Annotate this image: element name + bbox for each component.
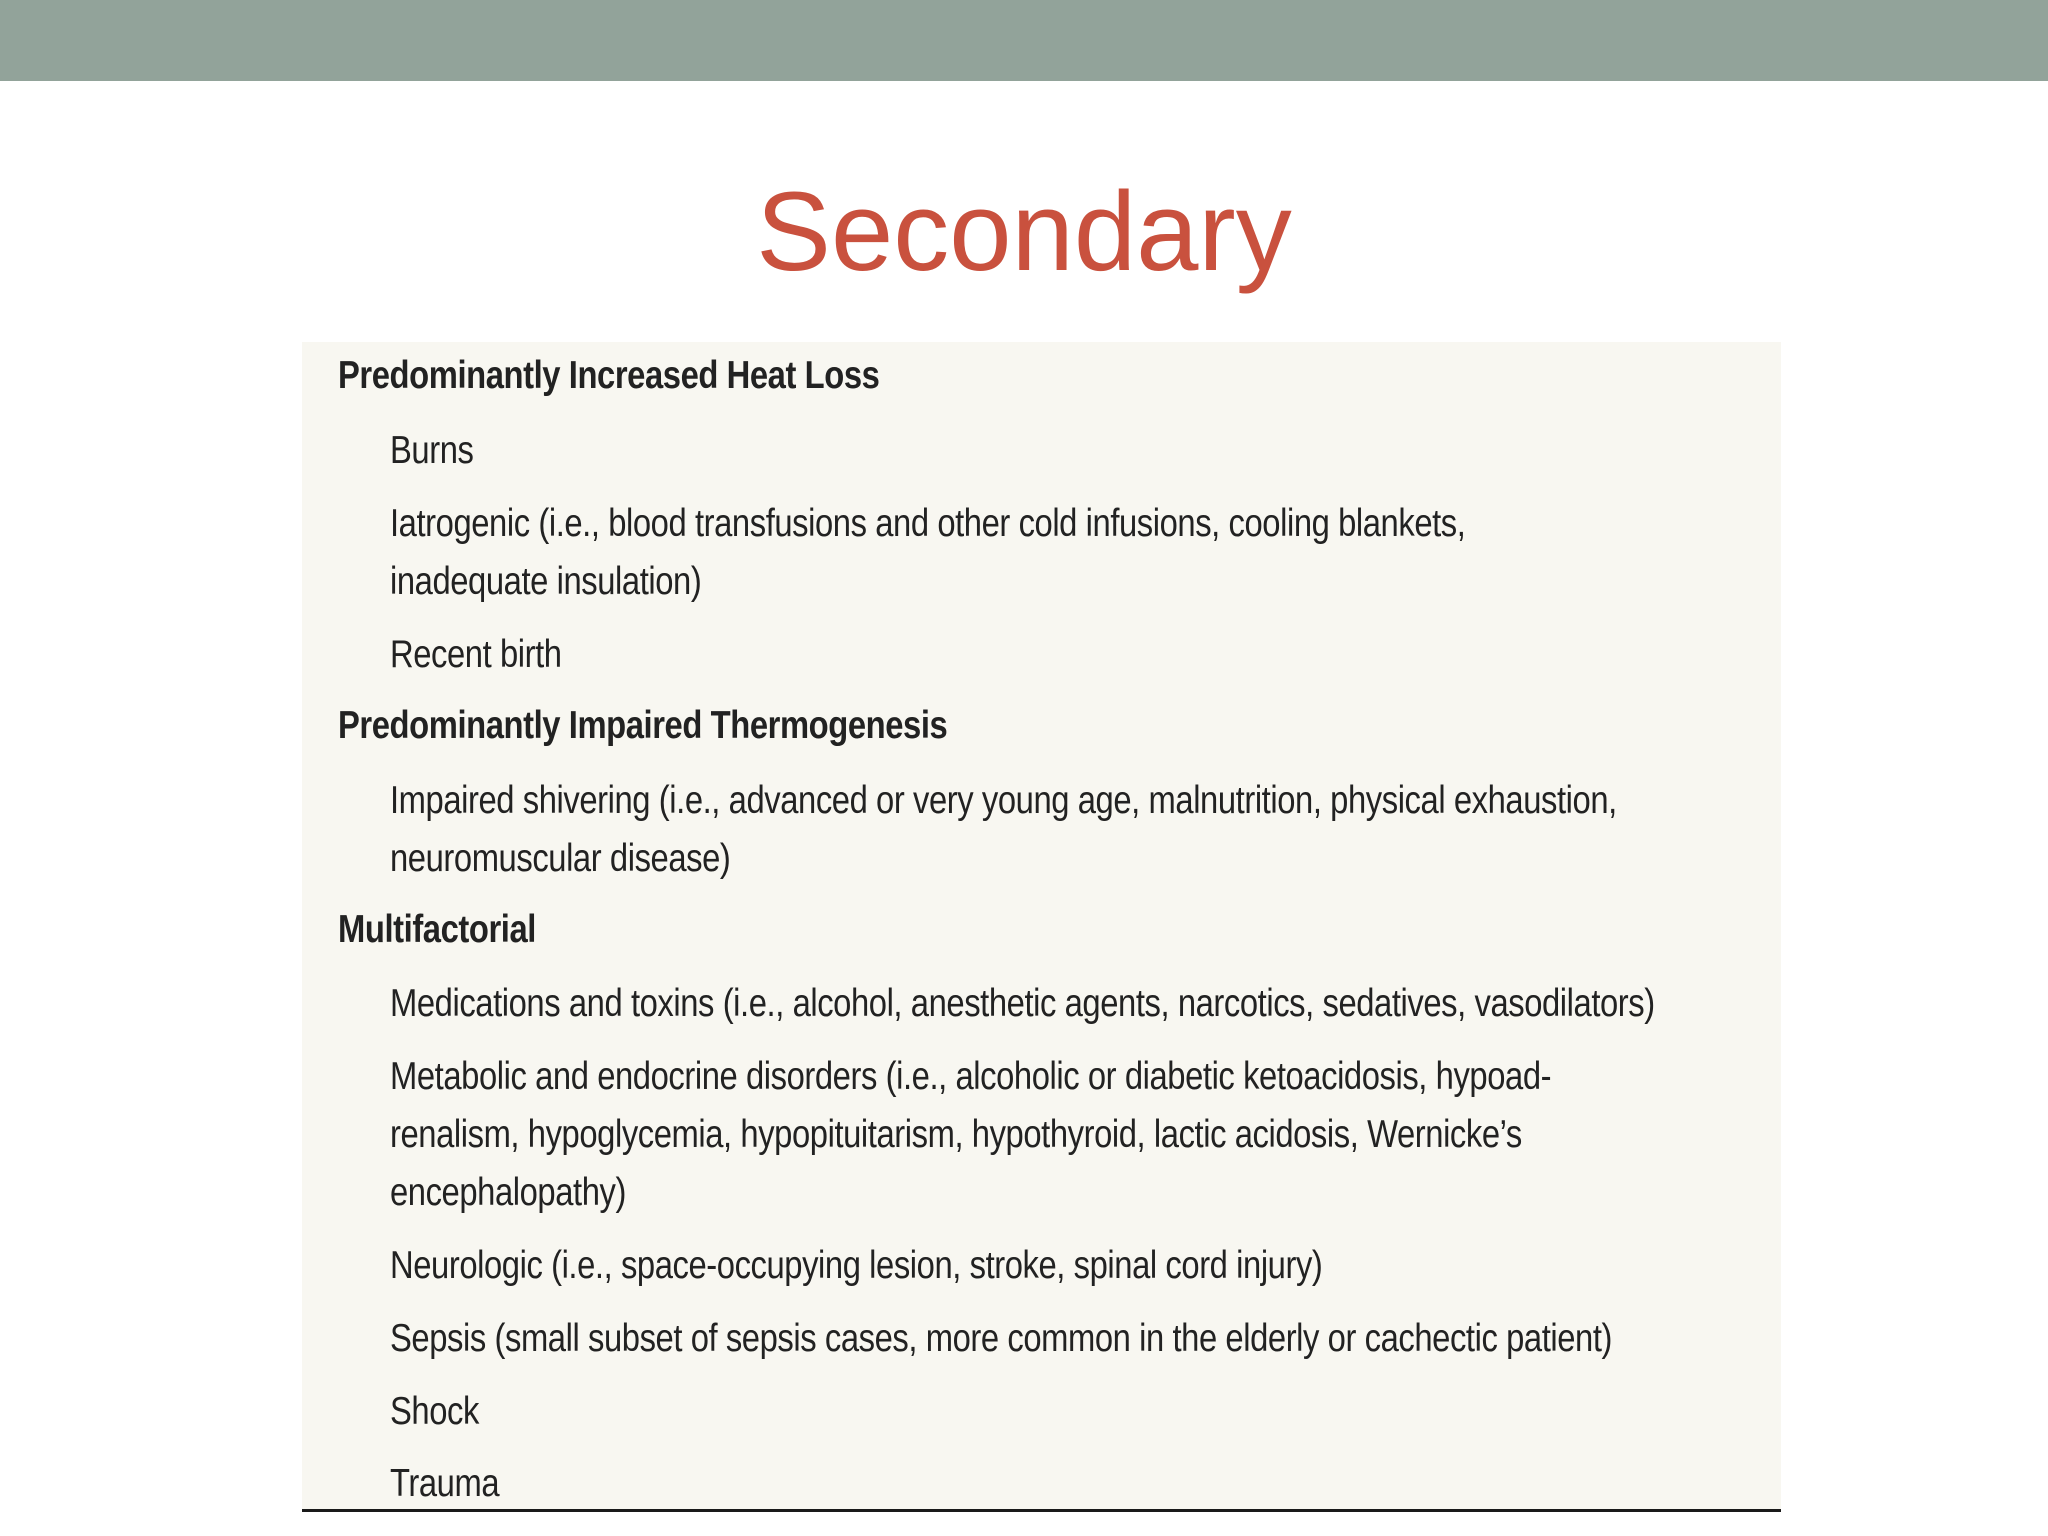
list-item-metabolic-line1: Metabolic and endocrine disorders (i.e., alcoholic or diabetic ketoacidosis, hypoad- <box>390 1055 1552 1098</box>
list-item-medications: Medications and toxins (i.e., alcohol, anesthetic agents, narcotics, sedatives, vasodilators) <box>390 982 1655 1025</box>
list-item-metabolic-line2: renalism, hypoglycemia, hypopituitarism, hypothyroid, lactic acidosis, Wernicke’s <box>390 1113 1522 1156</box>
causes-table <box>302 342 1781 1512</box>
list-item-iatrogenic-line2: inadequate insulation) <box>390 560 702 603</box>
list-item-iatrogenic-line1: Iatrogenic (i.e., blood transfusions and other cold infusions, cooling blankets, <box>390 502 1466 545</box>
list-item-impaired-shivering-line2: neuromuscular disease) <box>390 837 731 880</box>
list-item-metabolic-line3: encephalopathy) <box>390 1171 626 1214</box>
group-header-impaired-thermogenesis: Predominantly Impaired Thermogenesis <box>338 704 948 747</box>
list-item-neurologic: Neurologic (i.e., space-occupying lesion, stroke, spinal cord injury) <box>390 1244 1323 1287</box>
list-item-shock: Shock <box>390 1390 479 1433</box>
list-item-sepsis: Sepsis (small subset of sepsis cases, more common in the elderly or cachectic patient) <box>390 1317 1613 1360</box>
list-item-impaired-shivering-line1: Impaired shivering (i.e., advanced or very young age, malnutrition, physical exhaustion, <box>390 779 1617 822</box>
list-item-trauma: Trauma <box>390 1462 500 1505</box>
list-item-recent-birth: Recent birth <box>390 633 562 676</box>
top-header-band <box>0 0 2048 81</box>
group-header-increased-heat-loss: Predominantly Increased Heat Loss <box>338 354 880 397</box>
slide-title: Secondary <box>756 169 1292 294</box>
group-header-multifactorial: Multifactorial <box>338 908 536 951</box>
list-item-burns: Burns <box>390 429 474 472</box>
